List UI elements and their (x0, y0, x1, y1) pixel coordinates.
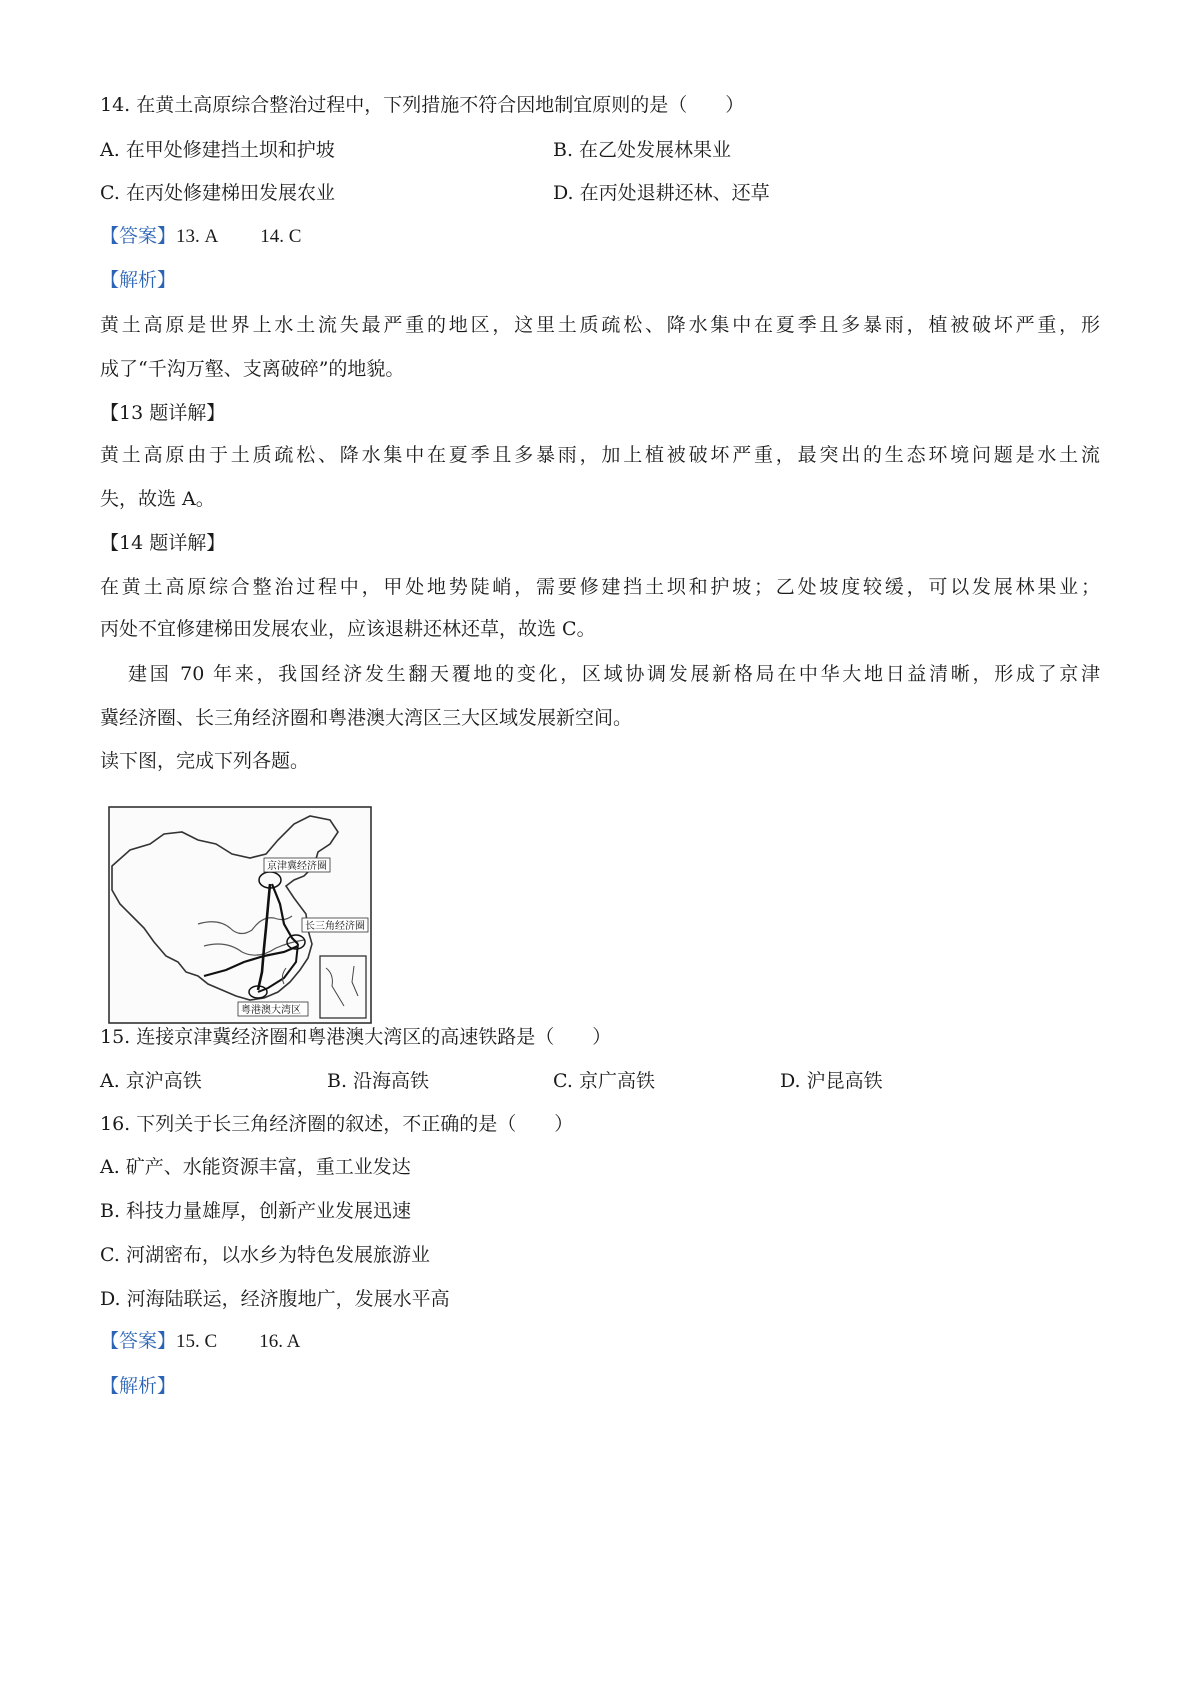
answer-16: 16. A (259, 1331, 301, 1352)
q16-stem: 16. 下列关于长三角经济圈的叙述，不正确的是（ ） (100, 1113, 574, 1135)
q15-stem: 15. 连接京津冀经济圈和粤港澳大湾区的高速铁路是（ ） (100, 1026, 612, 1048)
q15-option-b: B. 沿海高铁 (327, 1070, 430, 1092)
analysis-tag-2: 【解析】 (100, 1375, 177, 1397)
detail-13-heading: 【13 题详解】 (100, 402, 226, 424)
detail-14-heading: 【14 题详解】 (100, 532, 226, 554)
passage-line-1: 建国 70 年来，我国经济发生翻天覆地的变化，区域协调发展新格局在中华大地日益清晰，形成了京津 (128, 663, 1100, 685)
label-ygadwq: 粤港澳大湾区 (241, 1005, 301, 1016)
passage-instruction: 读下图，完成下列各题。 (100, 750, 310, 772)
detail-13-line-2: 失，故选 A。 (100, 488, 215, 510)
analysis-tag: 【解析】 (100, 269, 177, 291)
q14-option-a: A. 在甲处修建挡土坝和护坡 (100, 139, 335, 161)
analysis-paragraph-line-1: 黄土高原是世界上水土流失最严重的地区，这里土质疏松、降水集中在夏季且多暴雨，植被破坏严重，形 (100, 314, 1100, 336)
q15-option-a: A. 京沪高铁 (100, 1070, 202, 1092)
china-economic-zones-map (108, 806, 372, 1024)
label-csj: 长三角经济圈 (305, 921, 365, 932)
q15-option-d: D. 沪昆高铁 (780, 1070, 883, 1092)
detail-14-line-1: 在黄土高原综合整治过程中，甲处地势陡峭，需要修建挡土坝和护坡；乙处坡度较缓，可以发展林果业； (100, 576, 1100, 598)
answer-13: 13. A (176, 226, 219, 247)
q14-option-b: B. 在乙处发展林果业 (553, 139, 732, 161)
answer-tag-2: 【答案】 (100, 1331, 177, 1352)
q14-option-d: D. 在丙处退耕还林、还草 (553, 182, 770, 204)
passage-line-2: 冀经济圈、长三角经济圈和粤港澳大湾区三大区域发展新空间。 (100, 707, 633, 729)
q16-option-a: A. 矿产、水能资源丰富，重工业发达 (100, 1156, 411, 1178)
detail-13-line-1: 黄土高原由于土质疏松、降水集中在夏季且多暴雨，加上植被破坏严重，最突出的生态环境问题是水土流 (100, 444, 1100, 466)
label-jjj: 京津冀经济圈 (267, 861, 327, 872)
detail-14-line-2: 丙处不宜修建梯田发展农业，应该退耕还林还草，故选 C。 (100, 618, 596, 640)
q14-stem: 14. 在黄土高原综合整治过程中，下列措施不符合因地制宜原则的是（ ） (100, 94, 745, 116)
q16-option-d: D. 河海陆联运，经济腹地广，发展水平高 (100, 1288, 450, 1310)
answer-14: 14. C (260, 226, 302, 247)
analysis-paragraph-line-2: 成了“千沟万壑、支离破碎”的地貌。 (100, 358, 405, 380)
q16-option-b: B. 科技力量雄厚，创新产业发展迅速 (100, 1200, 412, 1222)
q16-option-c: C. 河湖密布，以水乡为特色发展旅游业 (100, 1244, 430, 1266)
answer-block-2 (100, 1327, 300, 1357)
answer-block-1 (100, 222, 301, 252)
answer-15: 15. C (176, 1331, 218, 1352)
answer-tag: 【答案】 (100, 226, 177, 247)
q15-option-c: C. 京广高铁 (553, 1070, 655, 1092)
q14-option-c: C. 在丙处修建梯田发展农业 (100, 182, 335, 204)
